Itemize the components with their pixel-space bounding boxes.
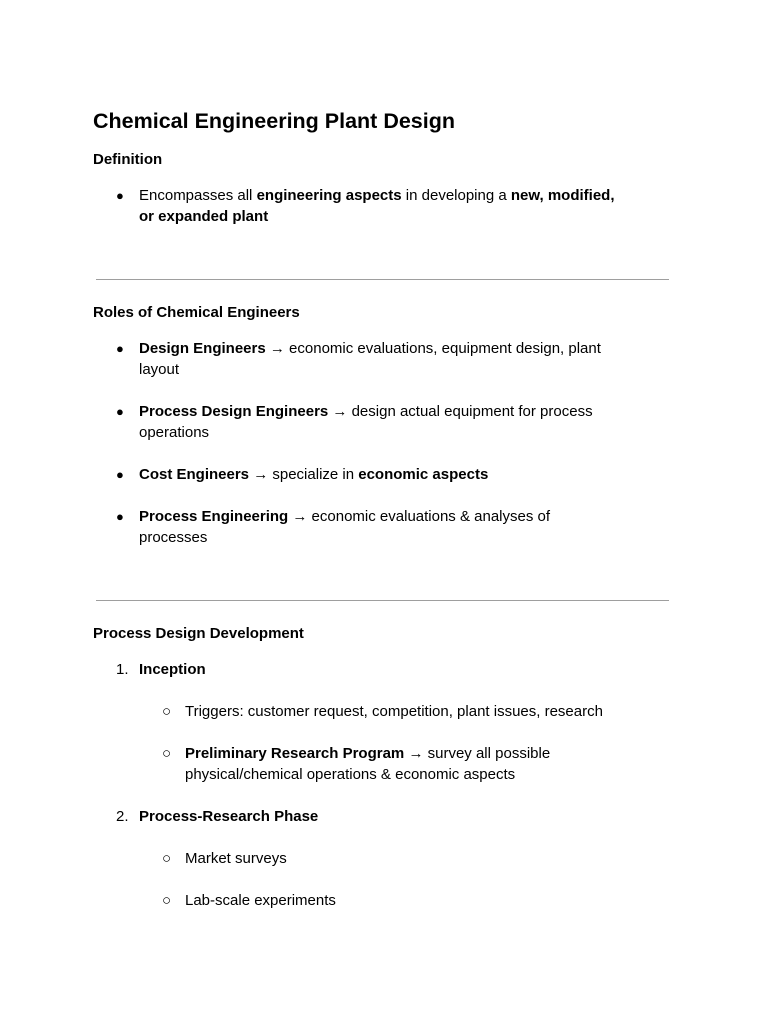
circle-bullet-icon: ○ [162,850,172,867]
step-number: 1. [116,661,129,678]
role-item-process-engineering-cont: processes [139,529,208,546]
step-label-process-research: Process-Research Phase [139,808,319,825]
arrow-icon: → [269,340,285,357]
bullet-icon: ● [116,188,124,203]
definition-heading: Definition [93,151,163,168]
bullet-icon: ● [116,509,124,524]
section-divider [96,600,669,601]
role-item-design-engineers-cont: layout [139,361,180,378]
bullet-icon: ● [116,467,124,482]
step-number: 2. [116,808,129,825]
sub-item-triggers: Triggers: customer request, competition, plant issues, research [185,703,603,720]
arrow-icon: → [253,466,269,483]
arrow-icon: → [332,403,348,420]
arrow-icon: → [408,745,424,762]
role-item-process-engineering: Process Engineering → economic evaluations & analyses of [139,508,551,525]
bullet-icon: ● [116,404,124,419]
definition-item-line-1: Encompasses all engineering aspects in developing a new, modified, [139,187,615,204]
definition-item-line-2: or expanded plant [139,208,269,225]
process-design-heading: Process Design Development [93,625,304,642]
circle-bullet-icon: ○ [162,703,172,720]
arrow-icon: → [292,508,308,525]
step-label-inception: Inception [139,661,206,678]
sub-item-preliminary-research: Preliminary Research Program → survey all possible [185,745,551,762]
circle-bullet-icon: ○ [162,892,172,909]
section-divider [96,279,669,280]
page-title: Chemical Engineering Plant Design [93,109,455,133]
sub-item-market-surveys: Market surveys [185,850,287,867]
sub-item-lab-scale: Lab-scale experiments [185,892,336,909]
role-item-design-engineers: Design Engineers → economic evaluations, equipment design, plant [139,340,601,357]
role-item-process-design-engineers: Process Design Engineers → design actual equipment for process [139,403,593,420]
role-item-cost-engineers: Cost Engineers → specialize in economic aspects [139,466,489,483]
roles-heading: Roles of Chemical Engineers [93,304,300,321]
sub-item-preliminary-research-cont: physical/chemical operations & economic aspects [185,766,516,783]
role-item-process-design-engineers-cont: operations [139,424,210,441]
circle-bullet-icon: ○ [162,745,172,762]
bullet-icon: ● [116,341,124,356]
